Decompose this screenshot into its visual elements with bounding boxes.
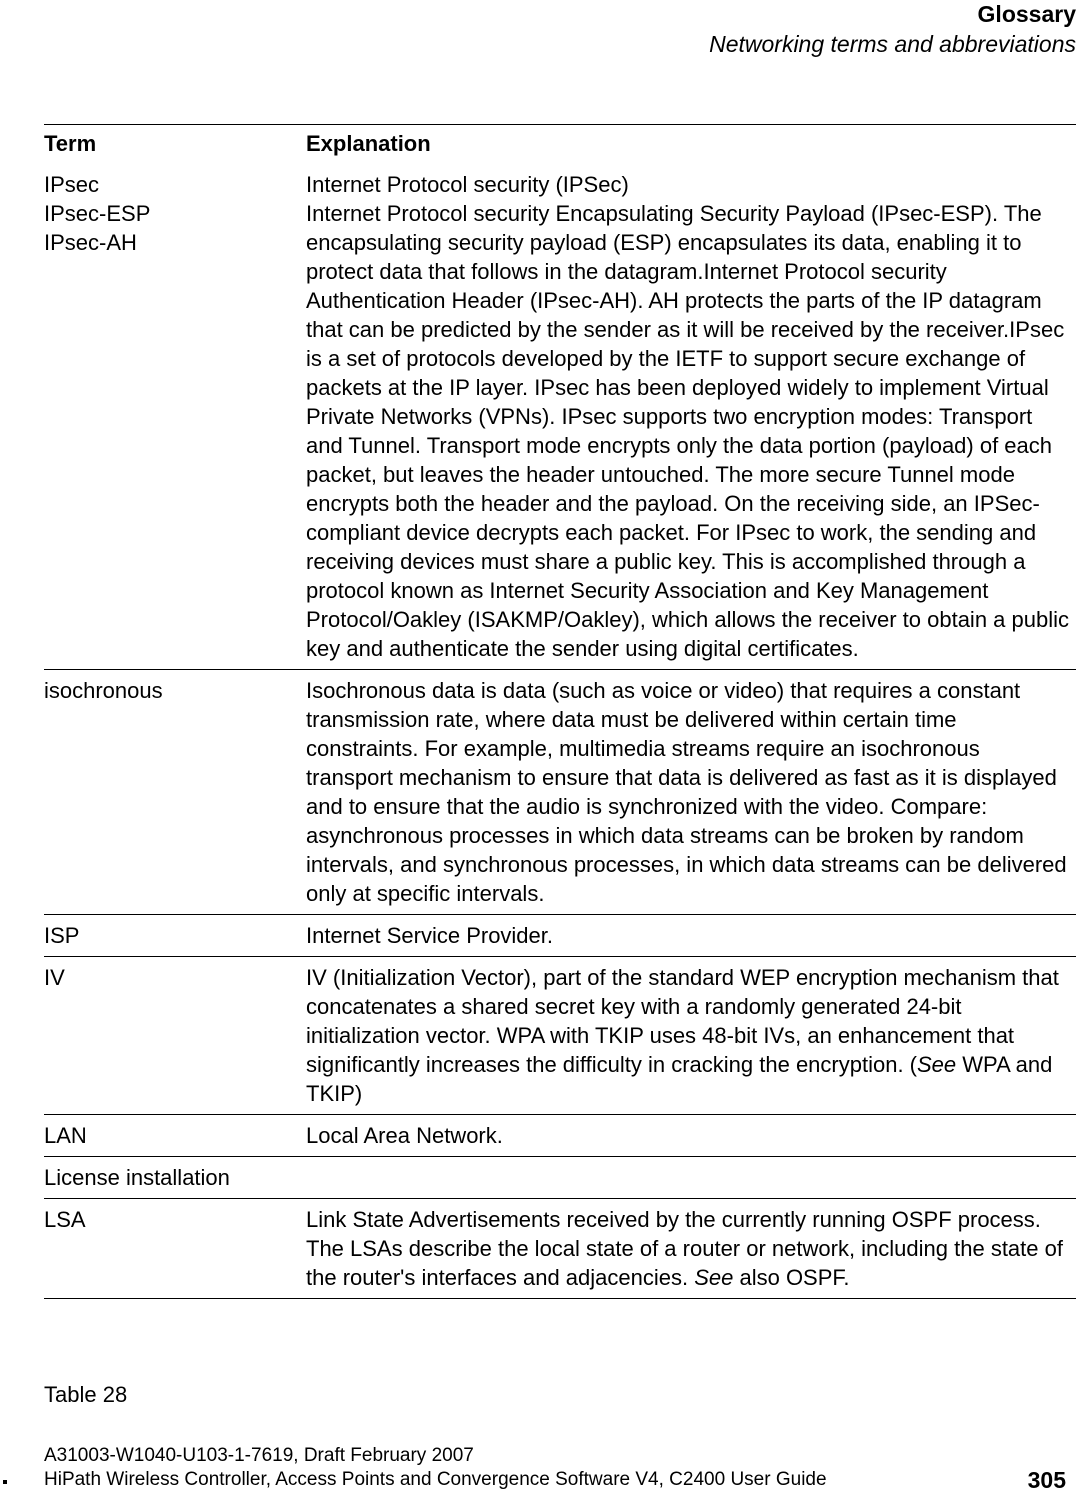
column-header-explanation: Explanation (306, 131, 431, 156)
term-cell (44, 957, 306, 1115)
table-caption: Table 28 (44, 1382, 128, 1407)
explanation-cell (306, 1199, 1076, 1299)
table-row (44, 670, 1076, 915)
explanation-cell (306, 1157, 1076, 1199)
term-cell (44, 670, 306, 915)
table-row (44, 1115, 1076, 1157)
table-row (44, 1157, 1076, 1199)
explanation-cell: Isochronous data is data (such as voice or video) that requires a constant transmission rate, where data must be delivered within certain time constraints. For example, multimedia streams require an isochronous transport mechanism to ensure that data is delivered as fast as it is displayed and to ensure that the audio is synchronized with the video. Compare: asynchronous processes in which data streams can be broken by random intervals, and synchronous processes, in which data streams can be delivered only at specific intervals. (306, 670, 1076, 915)
term-text: IPsec-AH (44, 230, 137, 255)
term-text: License installation (44, 1165, 230, 1190)
table-header-row (44, 125, 1076, 165)
footer-product: HiPath Wireless Controller, Access Points and Convergence Software V4, C2400 User Guide (44, 1469, 827, 1490)
table-row (44, 915, 1076, 957)
see-reference: See (694, 1265, 734, 1290)
term-text: ISP (44, 923, 80, 948)
footer-marker (3, 1480, 7, 1484)
table-row (44, 1199, 1076, 1299)
page-subtitle: Networking terms and abbreviations (709, 31, 1076, 57)
glossary-table (44, 124, 1076, 1299)
term-cell (44, 1199, 306, 1299)
explanation-text: Link State Advertisements received by the currently running OSPF process. The LSAs describe the local state of a router or network, including the state of the router's interfaces and adjacencies. (306, 1207, 1063, 1290)
term-text: IPsec-ESP (44, 201, 151, 226)
term-text: LAN (44, 1123, 87, 1148)
term-text: IV (44, 965, 65, 990)
explanation-text: also OSPF. (733, 1265, 850, 1290)
term-cell (44, 1115, 306, 1157)
footer-doc-id: A31003-W1040-U103-1-7619, Draft February 2007 (44, 1445, 474, 1466)
table-row (44, 164, 1076, 670)
page-title: Glossary (977, 1, 1076, 27)
explanation-text: IV (Initialization Vector), part of the standard WEP encryption mechanism that concatenates a shared secret key with a randomly generated 24-bit initialization vector. WPA with TKIP uses 48-bit IVs, an enhancement that significantly increases the difficulty in cracking the encryption. ( (306, 965, 1059, 1077)
explanation-cell: Internet Protocol security (IPSec) Internet Protocol security Encapsulating Security Payload (IPsec-ESP). The encapsulating security payload (ESP) encapsulates its data, enabling it to protect data that follows in the datagram.Internet Protocol security Authentication Header (IPsec-AH). AH protects the parts of the IP datagram that can be predicted by the sender as it will be received by the receiver.IPsec is a set of protocols developed by the IETF to support secure exchange of packets at the IP layer. IPsec has been deployed widely to implement Virtual Private Networks (VPNs). IPsec supports two encryption modes: Transport and Tunnel. Transport mode encrypts only the data portion (payload) of each packet, but leaves the header untouched. The more secure Tunnel mode encrypts both the header and the payload. On the receiving side, an IPSec-compliant device decrypts each packet. For IPsec to work, the sending and receiving devices must share a public key. This is accomplished through a protocol known as Internet Security Association and Key Management Protocol/Oakley (ISAKMP/Oakley), which allows the receiver to obtain a public key and authenticate the sender using digital certificates. (306, 164, 1076, 670)
column-header-term: Term (44, 131, 97, 156)
explanation-text: WPA and TKIP) (306, 1052, 1053, 1106)
see-reference: See (917, 1052, 957, 1077)
term-cell (44, 1157, 306, 1199)
explanation-cell: Local Area Network. (306, 1115, 1076, 1157)
term-cell (44, 164, 306, 670)
term-text: LSA (44, 1207, 86, 1232)
explanation-cell (306, 957, 1076, 1115)
term-cell (44, 915, 306, 957)
page-header (709, 0, 1076, 59)
term-text: IPsec (44, 172, 100, 197)
term-text: isochronous (44, 678, 163, 703)
page-footer (44, 1444, 827, 1492)
page-number: 305 (1027, 1467, 1066, 1493)
explanation-cell: Internet Service Provider. (306, 915, 1076, 957)
table-row (44, 957, 1076, 1115)
